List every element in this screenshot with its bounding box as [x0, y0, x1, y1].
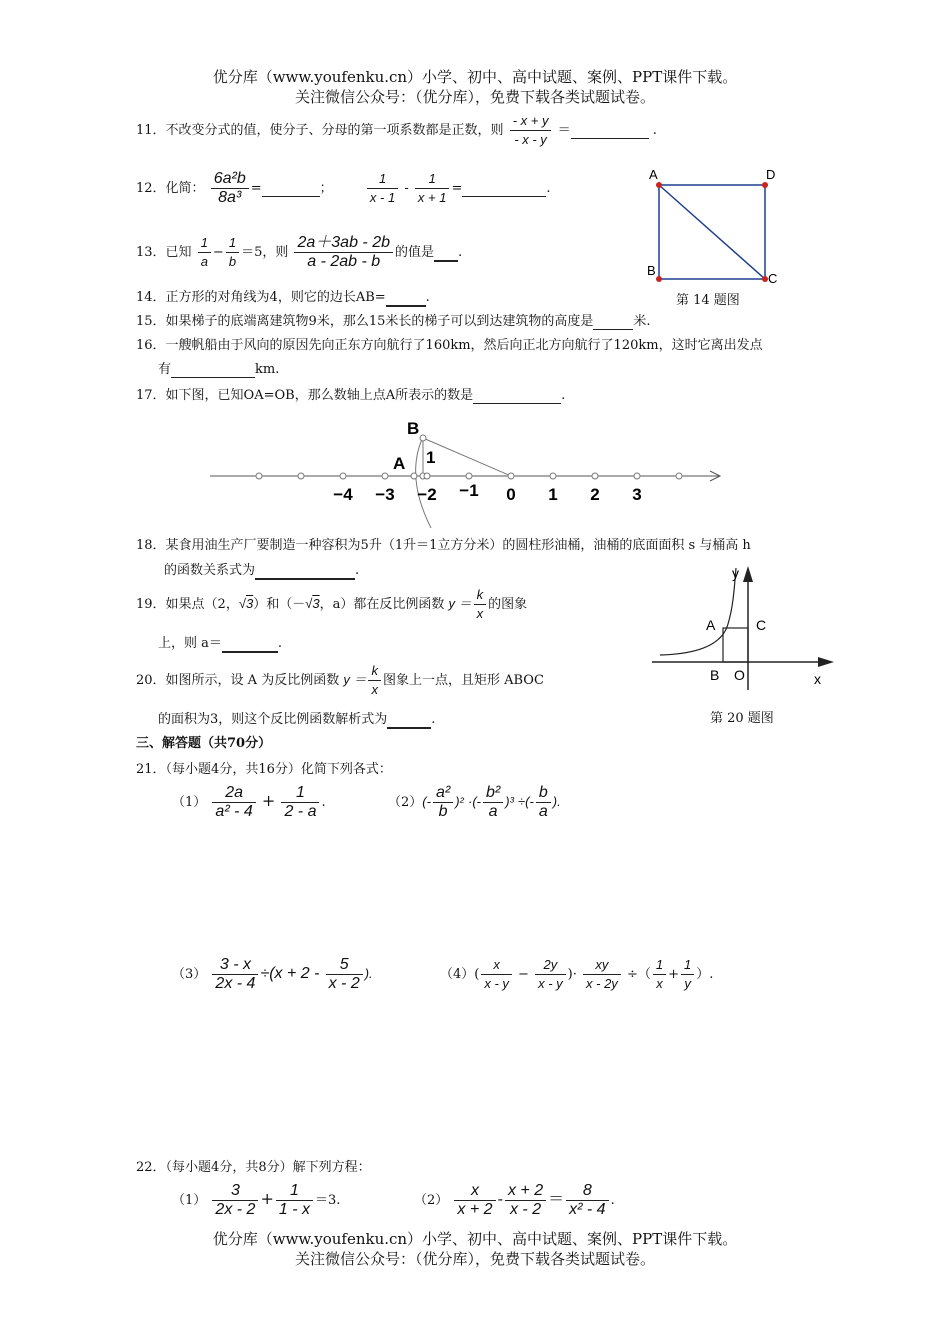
fig17-tick-label: 1 [548, 485, 558, 504]
question-15 [136, 310, 651, 330]
q21-p2-open: (- [422, 794, 431, 809]
q21-p4-label: （4）( [440, 967, 480, 982]
fig17-tick-label: −3 [375, 485, 395, 504]
q20-f-den: x [371, 682, 378, 697]
q12-end: . [546, 181, 551, 196]
q21-p4-f1-num: x [481, 956, 512, 975]
q17-end: . [561, 388, 566, 403]
q19-line2a: 上，则 a＝ [158, 636, 222, 651]
q12-fraction-2 [367, 170, 398, 207]
q13-f2-den: b [228, 254, 237, 269]
q13-fraction-2 [226, 234, 239, 271]
q22-p1-fraction-2 [276, 1182, 313, 1219]
q11-end: . [652, 123, 657, 138]
q20-text: 20．如图所示，设 A 为反比例函数 [136, 673, 340, 688]
q21-p2-f1-den: b [438, 803, 448, 820]
fig17-tick-label: 3 [632, 485, 642, 504]
q13-f2-num: 1 [226, 234, 239, 253]
q21-p1-fraction-2 [281, 784, 319, 821]
fig20-label-b: B [710, 667, 720, 683]
fig14-label-a: A [649, 167, 658, 182]
fig17-tick [634, 473, 640, 479]
q22-p2-label: （2） [414, 1193, 449, 1208]
q19-sqrt-1: √3 [238, 596, 254, 611]
q21-p4-dot: )· [567, 967, 577, 982]
q22-p2-end: . [610, 1193, 615, 1208]
q21-p4-f3-num: xy [583, 956, 621, 975]
q13-f1-den: a [200, 254, 208, 269]
q12-text: 12．化简： [136, 181, 205, 196]
q12-f3-num: 1 [415, 170, 450, 189]
q21-p2-label: （2） [388, 795, 423, 810]
q20-blank[interactable] [387, 712, 431, 729]
fig17-tick [424, 473, 430, 479]
fig20-x-arrow [818, 657, 834, 667]
question-13 [136, 234, 462, 271]
question-18-line-1: 18．某食用油生产厂要制造一种容积为5升（1升＝1立方分米）的圆柱形油桶，油桶的底面面积 s 与桶高 h [136, 538, 751, 553]
q16-blank[interactable] [171, 362, 255, 378]
q21-part-4 [440, 956, 713, 993]
q19-sqrt-2: √3 [305, 596, 320, 611]
question-22-title: 22．（每小题4分，共8分）解下列方程： [136, 1160, 371, 1175]
q13-end: . [458, 245, 463, 260]
q21-p1-end: . [321, 795, 326, 810]
fig17-label-b: B [407, 419, 420, 438]
footer-line-2: 关注微信公众号：（优分库），免费下载各类试题试卷。 [294, 1250, 655, 1268]
q11-num: - x + y [510, 112, 552, 131]
fig17-label-a: A [393, 454, 406, 473]
fig17-label-one: 1 [426, 448, 436, 467]
q15-blank[interactable] [593, 314, 633, 330]
fig17-point-a [411, 473, 417, 479]
q19-sqrt-2-value: 3 [312, 596, 320, 611]
fig14-caption: 第 14 题图 [676, 293, 740, 308]
q21-p3-f1-num: 3 - x [212, 956, 258, 975]
q22-p2-minus: - [497, 1189, 503, 1208]
q11-den: - x - y [514, 132, 547, 147]
q21-part-2 [388, 784, 561, 821]
q22-p2-fraction-2 [505, 1182, 546, 1219]
q21-p3-f1-den: 2x - 4 [215, 975, 256, 992]
q21-p4-plus: + [668, 967, 679, 982]
fig17-tick-label: 0 [506, 485, 516, 504]
q21-p2-f2-num: b² [483, 784, 503, 803]
q21-p4-f4-num: 1 [653, 956, 666, 975]
q13-f3-num: 2a＋3ab - 2b [294, 234, 393, 253]
q21-p4-f3-den: x - 2y [586, 976, 618, 991]
q22-p2-f3-num: 8 [566, 1182, 608, 1201]
q21-p1-f2-den: 2 - a [284, 803, 317, 820]
q19-f-num: k [474, 586, 487, 605]
q21-p4-f5-den: y [684, 976, 691, 991]
q21-p2-end: ). [552, 794, 561, 809]
fig17-tick [592, 473, 598, 479]
q19-f-den: x [476, 606, 484, 621]
fig14-label-d: D [766, 167, 776, 182]
q22-p2-f3-den: x² - 4 [569, 1201, 606, 1218]
q13-minus: − [212, 245, 224, 260]
fig17-tick-labels [333, 481, 641, 504]
q13-f1-num: 1 [198, 234, 211, 253]
question-11 [136, 112, 657, 149]
fig14-point-d [762, 182, 768, 188]
q19-fraction [474, 586, 487, 623]
q21-p1-fraction-1 [212, 784, 255, 821]
q12-f3-den: x + 1 [417, 190, 447, 205]
q12-blank-1[interactable] [262, 181, 320, 197]
q22-p1-f1-den: 2x - 2 [215, 1201, 256, 1218]
fig14-label-c: C [768, 271, 778, 286]
fig20-rectangle [723, 628, 748, 662]
fig14-label-b: B [647, 263, 656, 278]
fig17-hyp [423, 438, 511, 476]
q20-fraction [368, 662, 381, 699]
fig17-tick [466, 473, 472, 479]
q21-p2-fraction-3 [536, 784, 551, 821]
q12-f1-den: 8a³ [218, 189, 242, 206]
q21-p2-exp2: )³ [505, 794, 514, 809]
header-line-2: 关注微信公众号：（优分库），免费下载各类试题试卷。 [294, 88, 655, 106]
fig20-y-arrow [743, 566, 753, 582]
q14-text: 14．正方形的对角线为4，则它的边长AB= [136, 290, 386, 305]
q22-p2-fraction-1 [454, 1182, 495, 1219]
q21-p2-f2-den: a [488, 803, 498, 820]
question-18-line-2 [164, 559, 359, 580]
question-20-line-2 [158, 708, 435, 729]
q21-p2-dot: ·(- [468, 794, 481, 809]
q20-line2a: 的面积为3，则这个反比例函数解析式为 [158, 712, 388, 727]
q16-line2a: 有 [158, 362, 172, 377]
q13-text: 13．已知 [136, 245, 192, 260]
q21-p4-fraction-1 [481, 956, 512, 993]
q22-p1-f1-num: 3 [212, 1182, 258, 1201]
question-16-line-1: 16．一艘帆船由于风向的原因先向正东方向航行了160km，然后向正北方向航行了120km，这时它离出发点 [136, 338, 763, 353]
q12-f2-den: x - 1 [369, 190, 396, 205]
fig17-tick [298, 473, 304, 479]
q11-fraction [510, 112, 552, 149]
q21-p3-label: （3） [172, 967, 207, 982]
q21-p1-f2-num: 1 [281, 784, 319, 803]
question-16-line-2 [158, 358, 279, 378]
q21-p2-f3-den: a [538, 803, 548, 820]
q20-y: y ＝ [343, 672, 367, 687]
q12-eq-1: = [250, 181, 262, 196]
q12-sep: ； [319, 181, 333, 196]
q21-p2-div: ÷(- [518, 794, 534, 809]
question-14 [136, 286, 430, 307]
q13-tail: 的值是 [395, 245, 435, 260]
q21-part-3 [172, 956, 373, 993]
q17-text: 17．如下图，已知OA=OB，那么数轴上点A所表示的数是 [136, 388, 474, 403]
figure-17 [205, 412, 730, 530]
fig20-label-o: O [734, 667, 745, 683]
question-21-title: 21．（每小题4分，共16分）化简下列各式： [136, 762, 392, 777]
q21-p1-f1-num: 2a [212, 784, 255, 803]
q19-mid2: ，a）都在反比例函数 [319, 597, 445, 612]
q19-sqrt-1-value: 3 [245, 596, 254, 611]
q21-p4-div: ÷（ [626, 967, 651, 982]
q21-p4-minus: − [518, 967, 529, 982]
q21-p3-end: ). [364, 966, 373, 981]
q20-tail: 图象上一点，且矩形 ABOC [382, 673, 544, 688]
q14-blank[interactable] [386, 290, 426, 307]
fig17-point-b [420, 435, 426, 441]
q12-minus: - [404, 181, 409, 196]
question-19-line-2 [158, 632, 282, 653]
fig20-label-c: C [756, 617, 767, 633]
q11-equals: ＝ [557, 123, 571, 138]
footer-line-1: 优分库（www.youfenku.cn）小学、初中、高中试题、案例、PPT课件下载。 [212, 1230, 738, 1248]
q13-fraction-3 [294, 234, 393, 271]
q12-f1-num: 6a²b [211, 170, 249, 189]
q19-text: 19．如果点（2， [136, 597, 239, 612]
header-line-1: 优分库（www.youfenku.cn）小学、初中、高中试题、案例、PPT课件下载。 [212, 68, 738, 86]
question-12 [136, 170, 551, 207]
q12-eq-2: = [451, 181, 463, 196]
q19-tail: 的图象 [488, 597, 528, 612]
q13-mid: ＝5，则 [241, 245, 289, 260]
q21-p4-fraction-2 [535, 956, 566, 993]
q11-text: 11．不改变分式的值，使分子、分母的第一项系数都是正数，则 [136, 123, 504, 138]
q20-end: . [431, 712, 436, 727]
fig17-tick-label: −4 [333, 485, 353, 504]
q19-y: y ＝ [448, 596, 472, 611]
q21-p4-fraction-3 [583, 956, 621, 993]
figure-20 [648, 562, 844, 694]
q21-part-1 [172, 784, 326, 821]
q21-p4-fraction-4 [653, 956, 666, 993]
q21-p4-fraction-5 [681, 956, 694, 993]
q21-p2-fraction-2 [483, 784, 503, 821]
q21-p3-f2-num: 5 [326, 956, 363, 975]
fig17-tick-label: 2 [590, 485, 600, 504]
question-17 [136, 384, 565, 404]
q22-p2-f1-num: x [454, 1182, 495, 1201]
fig20-label-x: x [814, 671, 821, 687]
q19-mid: ）和（－ [253, 597, 306, 612]
q21-p2-f3-num: b [536, 784, 551, 803]
fig17-tick-label: −2 [417, 485, 437, 504]
q12-blank-2[interactable] [462, 181, 546, 197]
q22-part-1 [172, 1182, 340, 1219]
fig17-tick [508, 473, 514, 479]
q18-end: . [355, 563, 360, 578]
q22-p2-eq: ＝ [548, 1189, 565, 1208]
q21-p1-plus: + [261, 791, 276, 810]
q22-p1-f2-den: 1 - x [278, 1201, 310, 1218]
q20-f-num: k [368, 662, 381, 681]
q21-p4-end: ）. [696, 967, 714, 982]
q21-p3-fraction-1 [212, 956, 258, 993]
q19-end: . [277, 636, 283, 651]
q21-p4-f5-num: 1 [681, 956, 694, 975]
q21-p2-fraction-1 [433, 784, 453, 821]
fig14-point-b [656, 276, 662, 282]
q22-p1-fraction-1 [212, 1182, 258, 1219]
q22-p1-f2-num: 1 [276, 1182, 313, 1201]
section-3-title: 三、解答题（共70分） [136, 736, 272, 751]
q15-end: 米. [633, 314, 651, 329]
q22-p2-f1-den: x + 2 [457, 1201, 493, 1218]
q21-p4-f1-den: x - y [484, 976, 509, 991]
fig17-tick [382, 473, 388, 479]
fig20-curve [660, 568, 736, 655]
question-20-line-1 [136, 662, 544, 699]
q13-fraction-1 [198, 234, 211, 271]
fig17-tick [256, 473, 262, 479]
fig20-caption: 第 20 题图 [710, 711, 774, 726]
q11-blank[interactable] [571, 123, 649, 139]
q12-f2-num: 1 [367, 170, 398, 189]
q17-blank[interactable] [473, 388, 561, 404]
q12-fraction-1 [211, 170, 249, 207]
q12-fraction-3 [415, 170, 450, 207]
q21-p2-f1-num: a² [433, 784, 453, 803]
q22-p1-end: ＝3. [314, 1193, 341, 1208]
fig14-point-a [656, 182, 662, 188]
q14-end: . [425, 290, 430, 305]
q21-p3-f2-den: x - 2 [328, 975, 360, 992]
fig17-tick [340, 473, 346, 479]
q22-p2-f2-num: x + 2 [505, 1182, 546, 1201]
question-19-line-1 [136, 586, 527, 623]
fig17-tick [676, 473, 682, 479]
q18-blank[interactable] [255, 563, 355, 580]
q22-p2-fraction-3 [566, 1182, 608, 1219]
q16-line2b: km. [255, 362, 280, 377]
q18-line2a: 的函数关系式为 [164, 563, 256, 578]
q13-f3-den: a - 2ab - b [307, 253, 381, 270]
q22-p2-f2-den: x - 2 [509, 1201, 542, 1218]
q21-p1-f1-den: a² - 4 [215, 803, 253, 820]
fig17-tick [550, 473, 556, 479]
q21-p1-label: （1） [172, 795, 207, 810]
q19-blank[interactable] [222, 636, 278, 653]
q22-part-2 [414, 1182, 615, 1219]
fig14-diagonal [659, 185, 765, 279]
q15-text: 15．如果梯子的底端离建筑物9米，那么15米长的梯子可以到达建筑物的高度是 [136, 314, 594, 329]
fig17-tick-label: −1 [459, 481, 479, 500]
q21-p4-f4-den: x [656, 976, 663, 991]
q21-p3-fraction-2 [326, 956, 363, 993]
fig20-label-y: y [732, 565, 739, 581]
q21-p4-f2-num: 2y [535, 956, 566, 975]
q22-p1-label: （1） [172, 1193, 207, 1208]
fig20-label-a: A [706, 617, 716, 633]
q22-p1-plus: + [260, 1189, 274, 1208]
q21-p2-exp1: )² [455, 794, 464, 809]
q13-blank[interactable] [434, 245, 458, 262]
q21-p3-div: ÷(x + 2 - [260, 965, 320, 982]
q21-p4-f2-den: x - y [538, 976, 563, 991]
